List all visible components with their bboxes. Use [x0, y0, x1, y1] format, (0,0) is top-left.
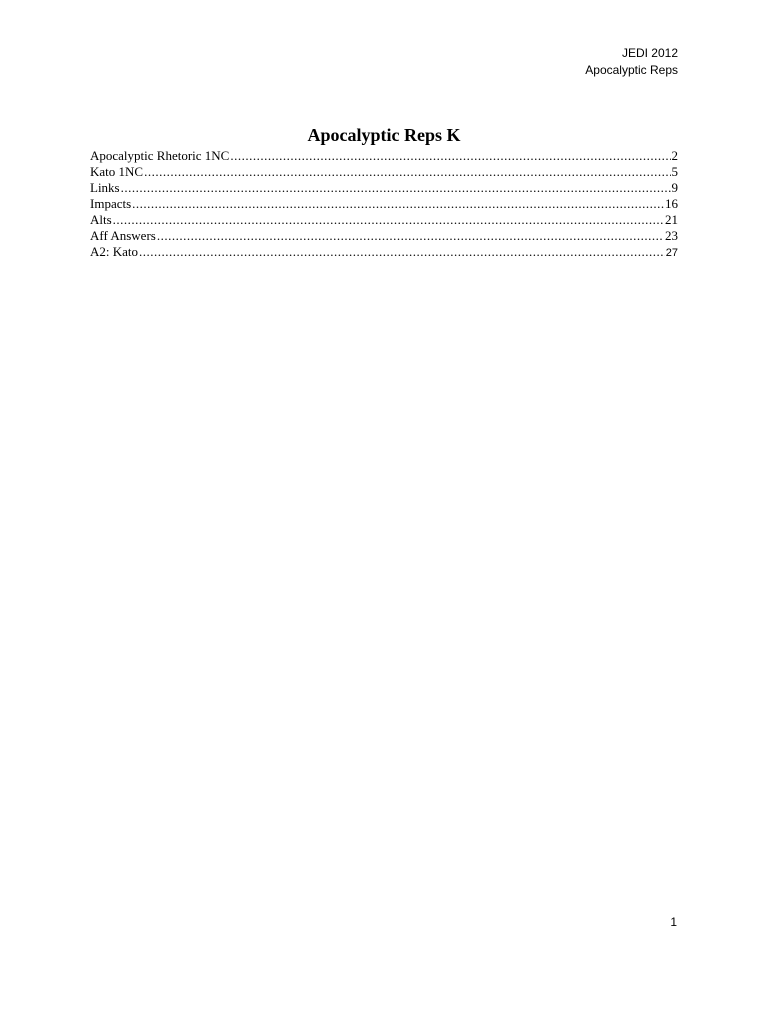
toc-dot-leader [113, 212, 664, 228]
toc-dot-leader [121, 180, 671, 196]
toc-entry-links[interactable] [90, 180, 678, 196]
toc-dot-leader [132, 196, 664, 212]
toc-entry-page: 5 [671, 164, 678, 179]
toc-dot-leader [157, 228, 664, 244]
toc-entry-page: 27 [665, 247, 678, 259]
toc-entry-aff-answers[interactable] [90, 228, 678, 244]
toc-entry-impacts[interactable] [90, 196, 678, 212]
toc-entry-page: 2 [671, 148, 678, 163]
toc-entry-label: A2: Kato [90, 244, 139, 259]
toc-entry-page: 16 [665, 196, 678, 211]
toc-entry-label: Aff Answers [90, 228, 156, 243]
table-of-contents [90, 148, 678, 260]
toc-entry-label: Links [90, 180, 120, 195]
toc-entry-page: 21 [665, 212, 678, 227]
toc-dot-leader [139, 244, 665, 260]
toc-entry-label: Apocalyptic Rhetoric 1NC [90, 148, 230, 163]
header-file-title: Apocalyptic Reps [585, 63, 678, 77]
toc-entry-a2-kato[interactable] [90, 244, 678, 260]
header-event: JEDI 2012 [621, 46, 678, 60]
toc-entry-apocalyptic-rhetoric-1nc[interactable] [90, 148, 678, 164]
page-number: 1 [670, 915, 677, 929]
toc-entry-page: 9 [671, 180, 678, 195]
toc-dot-leader [230, 148, 670, 164]
running-header [585, 45, 678, 79]
toc-entry-label: Impacts [90, 196, 132, 211]
toc-entry-label: Alts [90, 212, 112, 227]
toc-dot-leader [144, 164, 670, 180]
document-title: Apocalyptic Reps K [307, 125, 461, 145]
toc-entry-page: 23 [665, 228, 678, 243]
toc-entry-kato-1nc[interactable] [90, 164, 678, 180]
toc-entry-alts[interactable] [90, 212, 678, 228]
toc-entry-label: Kato 1NC [90, 164, 144, 179]
